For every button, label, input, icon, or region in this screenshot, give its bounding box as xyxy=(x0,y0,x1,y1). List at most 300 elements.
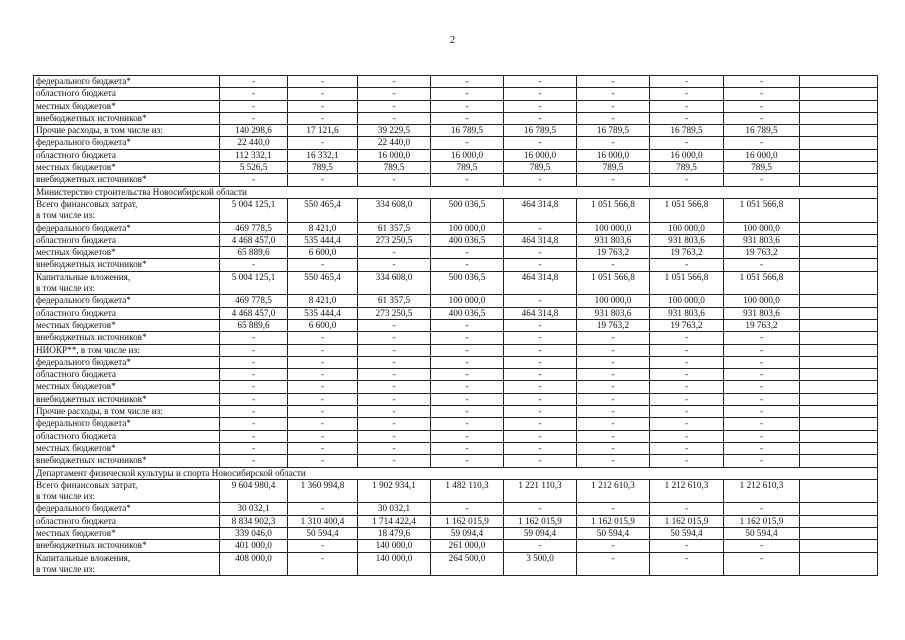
table-cell xyxy=(800,406,878,418)
row-label-line: областного бюджета xyxy=(36,88,116,99)
row-label xyxy=(34,552,220,576)
table-row xyxy=(34,174,878,186)
table-row xyxy=(34,162,878,174)
table-cell: - xyxy=(358,393,431,405)
table-cell xyxy=(800,234,878,246)
table-row xyxy=(34,100,878,112)
table-cell xyxy=(800,295,878,307)
row-label-line: местных бюджетов* xyxy=(36,247,116,258)
table-cell: - xyxy=(288,418,358,430)
row-label-line: областного бюджета xyxy=(36,307,116,318)
table-cell: 1 162 015,9 xyxy=(577,515,650,527)
table-cell: - xyxy=(358,344,431,356)
table-row xyxy=(34,515,878,527)
table-cell: 22 440,0 xyxy=(358,137,431,149)
row-label-line: внебюджетных источников* xyxy=(36,455,147,466)
table-cell: 18 479,6 xyxy=(358,527,431,539)
table-cell xyxy=(800,112,878,124)
table-cell: - xyxy=(577,100,650,112)
table-cell: - xyxy=(220,418,288,430)
table-cell: 100 000,0 xyxy=(724,295,800,307)
row-label-line: областного бюджета xyxy=(36,515,116,526)
financing-table xyxy=(33,75,878,576)
table-cell: - xyxy=(724,100,800,112)
table-cell: 550 465,4 xyxy=(288,198,358,222)
table-cell: 535 444,4 xyxy=(288,307,358,319)
table-cell: 16 789,5 xyxy=(504,125,577,137)
table-cell: - xyxy=(431,418,504,430)
table-cell: 261 000,0 xyxy=(431,540,504,552)
table-cell: - xyxy=(288,430,358,442)
table-row xyxy=(34,430,878,442)
row-label xyxy=(34,479,220,503)
table-cell: - xyxy=(650,503,724,515)
page-number: 2 xyxy=(449,34,456,46)
row-label xyxy=(34,442,220,454)
table-cell: 1 360 994,8 xyxy=(288,479,358,503)
table-cell: - xyxy=(650,369,724,381)
table-cell xyxy=(800,344,878,356)
table-cell: 140 000,0 xyxy=(358,552,431,576)
table-cell: 4 468 457,0 xyxy=(220,307,288,319)
table-cell xyxy=(800,442,878,454)
table-cell: - xyxy=(577,540,650,552)
table-cell xyxy=(800,418,878,430)
table-row xyxy=(34,527,878,539)
row-label-line: в том числе из: xyxy=(36,210,95,221)
table-cell: 16 789,5 xyxy=(724,125,800,137)
table-row xyxy=(34,503,878,515)
table-cell xyxy=(800,369,878,381)
row-label xyxy=(34,137,220,149)
row-label xyxy=(34,247,220,259)
table-cell: - xyxy=(650,332,724,344)
row-label-line: Всего финансовых затрат, xyxy=(36,198,138,209)
table-cell: - xyxy=(220,381,288,393)
table-cell: - xyxy=(577,88,650,100)
row-label xyxy=(34,234,220,246)
table-cell: - xyxy=(577,393,650,405)
table-cell: 789,5 xyxy=(288,162,358,174)
table-cell: - xyxy=(650,381,724,393)
table-cell: - xyxy=(724,332,800,344)
row-label-line: местных бюджетов* xyxy=(36,162,116,173)
table-cell: - xyxy=(724,455,800,467)
table-cell: 4 468 457,0 xyxy=(220,234,288,246)
table-cell xyxy=(800,307,878,319)
table-cell: 1 212 610,3 xyxy=(650,479,724,503)
table-cell: - xyxy=(431,112,504,124)
row-label xyxy=(34,100,220,112)
table-cell: - xyxy=(220,393,288,405)
table-cell: 1 310 400,4 xyxy=(288,515,358,527)
table-cell xyxy=(800,222,878,234)
table-cell xyxy=(800,552,878,576)
row-label-line: местных бюджетов* xyxy=(36,100,116,111)
table-cell: 464 314,8 xyxy=(504,198,577,222)
table-cell: - xyxy=(431,259,504,271)
row-label xyxy=(34,198,220,222)
table-cell xyxy=(800,503,878,515)
table-cell: - xyxy=(288,332,358,344)
table-cell: 3 500,0 xyxy=(504,552,577,576)
row-label xyxy=(34,344,220,356)
table-cell: 8 421,0 xyxy=(288,295,358,307)
table-cell: - xyxy=(650,455,724,467)
table-cell: 1 051 566,8 xyxy=(724,271,800,295)
table-cell: - xyxy=(220,455,288,467)
table-cell: - xyxy=(650,406,724,418)
table-cell: 1 162 015,9 xyxy=(724,515,800,527)
row-label-line: федерального бюджета* xyxy=(36,356,131,367)
table-cell xyxy=(800,271,878,295)
table-cell: 334 608,0 xyxy=(358,198,431,222)
table-row xyxy=(34,455,878,467)
table-row xyxy=(34,198,878,222)
row-label xyxy=(34,455,220,467)
table-cell: - xyxy=(724,442,800,454)
table-cell: - xyxy=(431,369,504,381)
table-cell: 1 051 566,8 xyxy=(577,271,650,295)
table-cell: - xyxy=(288,381,358,393)
table-cell: - xyxy=(504,442,577,454)
table-cell: - xyxy=(504,76,577,88)
table-cell: - xyxy=(577,455,650,467)
table-cell: - xyxy=(650,418,724,430)
table-cell: - xyxy=(358,76,431,88)
table-cell: - xyxy=(504,112,577,124)
table-cell: - xyxy=(358,100,431,112)
table-cell xyxy=(800,88,878,100)
table-cell: - xyxy=(220,76,288,88)
table-cell: 469 778,5 xyxy=(220,222,288,234)
table-cell: - xyxy=(288,344,358,356)
table-cell: 789,5 xyxy=(650,162,724,174)
row-label xyxy=(34,406,220,418)
row-label xyxy=(34,356,220,368)
table-cell: - xyxy=(431,247,504,259)
table-cell: - xyxy=(650,356,724,368)
table-cell: 19 763,2 xyxy=(650,319,724,331)
table-cell: 100 000,0 xyxy=(650,295,724,307)
table-cell: - xyxy=(650,174,724,186)
table-cell: - xyxy=(504,418,577,430)
row-label xyxy=(34,430,220,442)
table-cell: 339 046,0 xyxy=(220,527,288,539)
table-row xyxy=(34,540,878,552)
table-cell: - xyxy=(220,430,288,442)
table-cell: - xyxy=(724,174,800,186)
table-cell: - xyxy=(358,319,431,331)
table-cell: 550 465,4 xyxy=(288,271,358,295)
table-cell: - xyxy=(358,247,431,259)
table-cell: 59 094,4 xyxy=(431,527,504,539)
table-cell: 16 000,0 xyxy=(358,149,431,161)
table-row xyxy=(34,125,878,137)
row-label-line: внебюджетных источников* xyxy=(36,540,147,551)
table-cell: - xyxy=(358,112,431,124)
table-cell: - xyxy=(431,430,504,442)
table-cell: 1 212 610,3 xyxy=(724,479,800,503)
table-cell xyxy=(800,381,878,393)
table-cell: 19 763,2 xyxy=(724,247,800,259)
table-row xyxy=(34,295,878,307)
row-label-line: местных бюджетов* xyxy=(36,319,116,330)
table-cell xyxy=(800,515,878,527)
table-cell: 39 229,5 xyxy=(358,125,431,137)
table-cell: - xyxy=(577,356,650,368)
table-cell: 16 332,1 xyxy=(288,149,358,161)
table-cell: 22 440,0 xyxy=(220,137,288,149)
table-cell: - xyxy=(358,406,431,418)
table-cell: - xyxy=(431,344,504,356)
table-cell: - xyxy=(431,319,504,331)
row-label-line: областного бюджета xyxy=(36,430,116,441)
row-label xyxy=(34,418,220,430)
table-cell: 1 482 110,3 xyxy=(431,479,504,503)
table-row xyxy=(34,88,878,100)
table-cell: 16 789,5 xyxy=(577,125,650,137)
table-cell: 931 803,6 xyxy=(577,307,650,319)
table-cell: - xyxy=(577,418,650,430)
table-cell: - xyxy=(504,259,577,271)
table-row xyxy=(34,332,878,344)
table-cell: - xyxy=(431,356,504,368)
table-cell xyxy=(800,76,878,88)
row-label-line: федерального бюджета* xyxy=(36,137,131,148)
table-cell xyxy=(800,125,878,137)
table-cell xyxy=(800,479,878,503)
table-cell: - xyxy=(724,406,800,418)
table-cell: 1 051 566,8 xyxy=(577,198,650,222)
table-cell: - xyxy=(288,442,358,454)
table-cell: - xyxy=(650,88,724,100)
row-label-line: областного бюджета xyxy=(36,149,116,160)
table-cell: - xyxy=(650,442,724,454)
table-cell: - xyxy=(220,174,288,186)
table-cell: 400 036,5 xyxy=(431,307,504,319)
table-cell: - xyxy=(577,112,650,124)
row-label-line: Прочие расходы, в том числе из: xyxy=(36,125,163,136)
table-cell: - xyxy=(577,332,650,344)
table-cell: - xyxy=(504,503,577,515)
row-label-line: внебюджетных источников* xyxy=(36,393,147,404)
row-label-line: Всего финансовых затрат, xyxy=(36,479,138,490)
table-cell: - xyxy=(431,406,504,418)
table-cell: - xyxy=(577,259,650,271)
table-cell xyxy=(800,455,878,467)
table-cell: - xyxy=(577,369,650,381)
table-row xyxy=(34,271,878,295)
row-label xyxy=(34,503,220,515)
table-cell: 789,5 xyxy=(431,162,504,174)
row-label xyxy=(34,527,220,539)
table-cell: - xyxy=(358,430,431,442)
table-cell xyxy=(800,100,878,112)
table-row xyxy=(34,137,878,149)
table-cell: - xyxy=(724,393,800,405)
row-label xyxy=(34,307,220,319)
table-cell: 789,5 xyxy=(724,162,800,174)
table-cell: - xyxy=(724,381,800,393)
table-cell: 100 000,0 xyxy=(724,222,800,234)
table-cell xyxy=(800,332,878,344)
table-cell: 464 314,8 xyxy=(504,271,577,295)
table-cell: - xyxy=(724,552,800,576)
table-cell: - xyxy=(358,332,431,344)
table-cell: - xyxy=(220,112,288,124)
table-cell: - xyxy=(288,552,358,576)
table-cell: 1 221 110,3 xyxy=(504,479,577,503)
row-label-line: Капитальные вложения, xyxy=(36,271,131,282)
table-cell: 1 902 934,1 xyxy=(358,479,431,503)
table-row xyxy=(34,259,878,271)
table-cell: 17 121,6 xyxy=(288,125,358,137)
table-cell: - xyxy=(504,406,577,418)
table-cell: - xyxy=(724,344,800,356)
table-cell: 500 036,5 xyxy=(431,198,504,222)
table-cell: - xyxy=(431,76,504,88)
table-cell xyxy=(800,198,878,222)
table-cell: - xyxy=(504,137,577,149)
table-cell xyxy=(800,430,878,442)
table-cell xyxy=(800,540,878,552)
table-row xyxy=(34,442,878,454)
table-cell: - xyxy=(577,552,650,576)
table-cell: - xyxy=(431,442,504,454)
table-row xyxy=(34,393,878,405)
table-cell: - xyxy=(220,344,288,356)
table-cell: 30 032,1 xyxy=(358,503,431,515)
table-cell: 65 889,6 xyxy=(220,319,288,331)
table-cell: - xyxy=(650,137,724,149)
table-cell: - xyxy=(504,381,577,393)
table-cell xyxy=(800,393,878,405)
table-cell: - xyxy=(431,393,504,405)
table-cell: - xyxy=(220,406,288,418)
row-label-line: внебюджетных источников* xyxy=(36,259,147,270)
table-row xyxy=(34,479,878,503)
table-cell: - xyxy=(504,319,577,331)
table-cell: - xyxy=(504,356,577,368)
table-cell: - xyxy=(358,418,431,430)
row-label-line: в том числе из: xyxy=(36,563,95,574)
table-cell: - xyxy=(288,406,358,418)
table-cell: - xyxy=(220,442,288,454)
table-cell xyxy=(800,162,878,174)
table-cell: 16 000,0 xyxy=(504,149,577,161)
row-label-line: местных бюджетов* xyxy=(36,381,116,392)
table-cell: - xyxy=(504,100,577,112)
table-cell: 931 803,6 xyxy=(724,234,800,246)
row-label-line: в том числе из: xyxy=(36,283,95,294)
table-cell: - xyxy=(577,430,650,442)
table-cell: 1 162 015,9 xyxy=(650,515,724,527)
table-cell: 16 000,0 xyxy=(431,149,504,161)
table-cell: 50 594,4 xyxy=(650,527,724,539)
table-cell: - xyxy=(724,418,800,430)
table-cell: - xyxy=(220,88,288,100)
table-cell: - xyxy=(724,356,800,368)
table-cell xyxy=(800,527,878,539)
table-cell: - xyxy=(504,88,577,100)
table-cell: 535 444,4 xyxy=(288,234,358,246)
table-cell: - xyxy=(431,137,504,149)
table-cell: 50 594,4 xyxy=(577,527,650,539)
table-cell: - xyxy=(724,137,800,149)
row-label xyxy=(34,271,220,295)
row-label-line: внебюджетных источников* xyxy=(36,332,147,343)
table-cell: - xyxy=(358,259,431,271)
table-cell: - xyxy=(220,332,288,344)
table-cell: - xyxy=(504,247,577,259)
table-cell: 1 162 015,9 xyxy=(431,515,504,527)
table-cell: 19 763,2 xyxy=(650,247,724,259)
table-cell: 789,5 xyxy=(358,162,431,174)
table-cell: 100 000,0 xyxy=(431,222,504,234)
row-label-line: федерального бюджета* xyxy=(36,295,131,306)
table-cell: 16 000,0 xyxy=(724,149,800,161)
table-cell: 140 000,0 xyxy=(358,540,431,552)
table-cell: - xyxy=(577,442,650,454)
row-label-line: в том числе из: xyxy=(36,491,95,502)
table-cell: - xyxy=(358,381,431,393)
table-cell: 931 803,6 xyxy=(650,307,724,319)
table-cell: 931 803,6 xyxy=(724,307,800,319)
table-cell: 16 789,5 xyxy=(650,125,724,137)
table-cell: - xyxy=(650,393,724,405)
row-label xyxy=(34,88,220,100)
section-header-row xyxy=(34,186,878,198)
row-label xyxy=(34,112,220,124)
row-label xyxy=(34,369,220,381)
row-label xyxy=(34,393,220,405)
section-title: Министерство строительства Новосибирской области xyxy=(34,186,878,198)
table-cell: 469 778,5 xyxy=(220,295,288,307)
table-cell: - xyxy=(724,76,800,88)
table-cell: - xyxy=(358,88,431,100)
table-cell: 100 000,0 xyxy=(431,295,504,307)
table-cell: - xyxy=(288,369,358,381)
section-header-row xyxy=(34,467,878,479)
row-label xyxy=(34,381,220,393)
table-cell: - xyxy=(288,88,358,100)
table-cell: - xyxy=(288,540,358,552)
table-row xyxy=(34,76,878,88)
table-cell: - xyxy=(724,259,800,271)
table-cell: 140 298,6 xyxy=(220,125,288,137)
table-cell: - xyxy=(650,100,724,112)
table-cell: 273 250,5 xyxy=(358,307,431,319)
table-cell xyxy=(800,149,878,161)
table-cell: 16 789,5 xyxy=(431,125,504,137)
table-cell: - xyxy=(577,406,650,418)
table-cell: 6 600,0 xyxy=(288,247,358,259)
table-cell: 1 051 566,8 xyxy=(650,271,724,295)
row-label xyxy=(34,259,220,271)
table-row xyxy=(34,418,878,430)
table-cell: - xyxy=(724,430,800,442)
table-cell: - xyxy=(504,369,577,381)
table-row xyxy=(34,307,878,319)
table-row xyxy=(34,149,878,161)
table-cell: 1 212 610,3 xyxy=(577,479,650,503)
table-cell: - xyxy=(504,295,577,307)
table-cell: - xyxy=(431,503,504,515)
table-cell xyxy=(800,247,878,259)
row-label xyxy=(34,162,220,174)
table-cell: - xyxy=(358,356,431,368)
